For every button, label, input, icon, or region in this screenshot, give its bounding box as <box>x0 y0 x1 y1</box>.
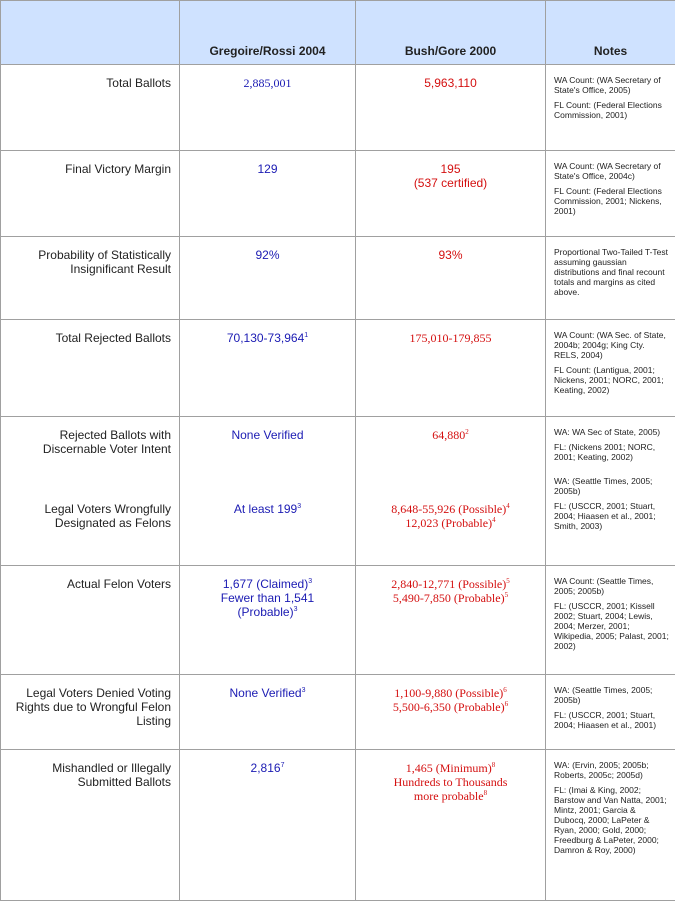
header-blank <box>1 1 180 65</box>
table-row <box>1 151 675 237</box>
gregoire-value <box>180 675 356 750</box>
notes-cell <box>546 675 675 750</box>
bush-value-b2-text: 12,023 (Probable) <box>405 516 492 530</box>
gregoire-value <box>180 417 356 566</box>
note-wa: WA Count: (Seattle Times, 2005; 2005b) <box>554 576 669 596</box>
bush-value-a <box>360 428 541 442</box>
notes-cell <box>546 237 675 320</box>
gregoire-value-b <box>184 502 351 516</box>
footnote-ref: 3 <box>308 578 312 585</box>
bush-value-2-text: 5,490-7,850 (Probable) <box>393 591 505 605</box>
bush-value <box>356 417 546 566</box>
bush-value <box>356 750 546 901</box>
row-label-a: Rejected Ballots with Discernable Voter Intent <box>7 428 171 456</box>
bush-value-1-text: 2,840-12,771 (Possible) <box>391 577 506 591</box>
footnote-ref: 8 <box>484 789 488 797</box>
bush-value-1 <box>360 577 541 591</box>
bush-value <box>356 566 546 675</box>
footnote-ref: 3 <box>294 606 298 613</box>
note-wa: WA: WA Sec of State, 2005) <box>554 427 669 437</box>
footnote-ref: 2 <box>465 428 469 436</box>
header-gregoire-rossi: Gregoire/Rossi 2004 <box>180 1 356 65</box>
bush-value <box>356 65 546 151</box>
bush-value-1-text: 1,100-9,880 (Possible) <box>394 686 503 700</box>
note-wa: WA: (Ervin, 2005; 2005b; Roberts, 2005c; 2005d) <box>554 760 669 780</box>
row-label: Legal Voters Denied Voting Rights due to Wrongful Felon Listing <box>1 675 180 750</box>
gregoire-value-a: None Verified <box>184 428 351 442</box>
note-fl: FL Count: (Federal Elections Commission, 2001; Nickens, 2001) <box>554 186 669 216</box>
footnote-ref: 6 <box>505 700 509 708</box>
bush-value-line2: (537 certified) <box>360 176 541 190</box>
bush-value-1 <box>360 686 541 700</box>
notes-cell <box>546 151 675 237</box>
bush-value-b1 <box>360 502 541 516</box>
notes-cell <box>546 417 675 566</box>
gregoire-value-1 <box>184 577 351 591</box>
note-method: Proportional Two-Tailed T-Test assuming gaussian distributions and final recount totals and margins as cited above. <box>554 247 669 297</box>
table-row <box>1 675 675 750</box>
gregoire-value <box>180 750 356 901</box>
row-label-b: Legal Voters Wrongfully Designated as Felons <box>7 502 171 530</box>
gregoire-value: 92% <box>180 237 356 320</box>
bush-value-1-text: 1,465 (Minimum) <box>406 761 492 775</box>
bush-value: 175,010-179,855 <box>356 320 546 417</box>
bush-value-2 <box>360 775 541 803</box>
gregoire-value-b-text: At least 199 <box>234 502 297 516</box>
bush-value <box>356 675 546 750</box>
gregoire-value-text: None Verified <box>230 686 302 700</box>
header-notes: Notes <box>546 1 675 65</box>
bush-value: 93% <box>356 237 546 320</box>
bush-value-2 <box>360 700 541 714</box>
gregoire-value: 129 <box>180 151 356 237</box>
footnote-ref: 8 <box>492 761 496 769</box>
row-label: Total Ballots <box>1 65 180 151</box>
footnote-ref: 5 <box>505 591 509 599</box>
bush-value-2-text: 5,500-6,350 (Probable) <box>393 700 505 714</box>
note-fl: FL: (USCCR, 2001; Kissell 2002; Stuart, 2004; Lewis, 2004; Merzer, 2001; Wikipedia, 2005; Palast, 2001; 2002) <box>554 601 669 651</box>
gregoire-value <box>180 320 356 417</box>
table-row <box>1 237 675 320</box>
table-row <box>1 417 675 566</box>
notes-cell <box>546 320 675 417</box>
note-fl: FL Count: (Lantigua, 2001; Nickens, 2001; NORC, 2001; Keating, 2002) <box>554 365 669 395</box>
bush-value-line1: 195 <box>360 162 541 176</box>
bush-value-1 <box>360 761 541 775</box>
footnote-ref: 3 <box>297 503 301 510</box>
bush-value-b2 <box>360 516 541 530</box>
table-row <box>1 65 675 151</box>
gregoire-value-text: 2,816 <box>251 761 281 775</box>
bush-value <box>356 151 546 237</box>
header-bush-gore: Bush/Gore 2000 <box>356 1 546 65</box>
footnote-ref: 3 <box>302 687 306 694</box>
notes-cell <box>546 65 675 151</box>
note-fl: FL Count: (Federal Elections Commission, 2001) <box>554 100 669 120</box>
note-wa: WA Count: (WA Sec. of State, 2004b; 2004g; King Cty. RELS, 2004) <box>554 330 669 360</box>
note-fl: FL: (USCCR, 2001; Stuart, 2004; Hiaasen et al., 2001) <box>554 710 669 730</box>
table-row <box>1 566 675 675</box>
bush-value-b1-text: 8,648-55,926 (Possible) <box>391 502 506 516</box>
footnote-ref: 5 <box>506 577 510 585</box>
bush-value-text: 5,963,110 <box>424 76 477 90</box>
note-wa: WA Count: (WA Secretary of State's Office, 2004c) <box>554 161 669 181</box>
note-fl-b: FL: (USCCR, 2001; Stuart, 2004; Hiaasen et al., 2001; Smith, 2003) <box>554 501 669 531</box>
row-label <box>1 417 180 566</box>
footnote-ref: 7 <box>281 762 285 769</box>
gregoire-value-1-text: 1,677 (Claimed) <box>223 577 308 591</box>
notes-cell <box>546 750 675 901</box>
footnote-ref: 4 <box>492 516 496 524</box>
header-row <box>1 1 675 65</box>
bush-value-2-text: Hundreds to Thousands more probable <box>394 775 508 803</box>
gregoire-value: 2,885,001 <box>180 65 356 151</box>
note-fl: FL: (Nickens 2001; NORC, 2001; Keating, 2002) <box>554 442 669 462</box>
row-label: Actual Felon Voters <box>1 566 180 675</box>
bush-value-a-text: 64,880 <box>432 428 465 442</box>
row-label: Final Victory Margin <box>1 151 180 237</box>
table-row <box>1 320 675 417</box>
note-fl: FL: (Imai & King, 2002; Barstow and Van Natta, 2001; Mintz, 2001; Garcia & Dubocq, 2000; LaPeter & Ryan, 2000; Gold, 2000; Freedburg & LaPeter, 2000; Damron & Roy, 2000) <box>554 785 669 855</box>
gregoire-value-3 <box>184 605 351 619</box>
notes-cell <box>546 566 675 675</box>
row-label: Total Rejected Ballots <box>1 320 180 417</box>
note-wa-b: WA: (Seattle Times, 2005; 2005b) <box>554 476 669 496</box>
footnote-ref: 4 <box>506 502 510 510</box>
footnote-ref: 6 <box>503 686 507 694</box>
row-label: Mishandled or Illegally Submitted Ballots <box>1 750 180 901</box>
bush-value-2 <box>360 591 541 605</box>
table-row <box>1 750 675 901</box>
gregoire-value-2: Fewer than 1,541 <box>184 591 351 605</box>
note-wa: WA Count: (WA Secretary of State's Office, 2005) <box>554 75 669 95</box>
row-label: Probability of Statistically Insignificant Result <box>1 237 180 320</box>
gregoire-value <box>180 566 356 675</box>
gregoire-value-3-text: (Probable) <box>238 605 294 619</box>
note-wa: WA: (Seattle Times, 2005; 2005b) <box>554 685 669 705</box>
footnote-ref: 1 <box>304 332 308 339</box>
gregoire-value-text: 70,130-73,964 <box>227 331 304 345</box>
